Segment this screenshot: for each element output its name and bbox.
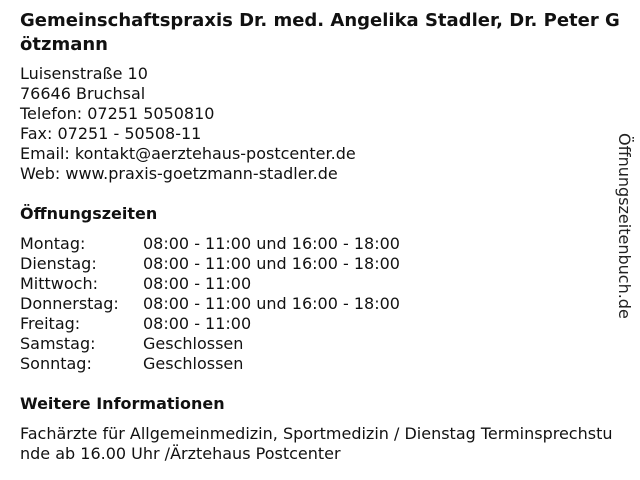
hours-time: Geschlossen <box>143 334 244 353</box>
website: Web: www.praxis-goetzmann-stadler.de <box>20 164 338 183</box>
hours-row <box>20 274 400 294</box>
watermark-text: Öffnungszeitenbuch.de <box>615 133 634 319</box>
practice-title: Gemeinschaftspraxis Dr. med. Angelika Stadler, Dr. Peter Götzmann <box>20 10 620 55</box>
hours-time: Geschlossen <box>143 354 244 373</box>
hours-time: 08:00 - 11:00 und 16:00 - 18:00 <box>143 234 400 253</box>
phone: Telefon: 07251 5050810 <box>20 104 215 123</box>
hours-day: Freitag: <box>20 314 81 333</box>
hours-row <box>20 294 400 314</box>
hours-time: 08:00 - 11:00 <box>143 314 252 333</box>
hours-row <box>20 234 400 254</box>
email: Email: kontakt@aerztehaus-postcenter.de <box>20 144 356 163</box>
street: Luisenstraße 10 <box>20 64 148 83</box>
opening-hours-table <box>20 234 400 374</box>
hours-row <box>20 334 400 354</box>
hours-heading: Öffnungszeiten <box>20 204 158 223</box>
fax: Fax: 07251 - 50508-11 <box>20 124 202 143</box>
hours-time: 08:00 - 11:00 <box>143 274 252 293</box>
city: 76646 Bruchsal <box>20 84 146 103</box>
hours-row <box>20 354 400 374</box>
info-heading: Weitere Informationen <box>20 394 225 413</box>
hours-day: Samstag: <box>20 334 96 353</box>
hours-time: 08:00 - 11:00 und 16:00 - 18:00 <box>143 254 400 273</box>
hours-day: Dienstag: <box>20 254 97 273</box>
contact-block <box>20 64 356 184</box>
info-text: Fachärzte für Allgemeinmedizin, Sportmedizin / Dienstag Terminsprechstunde ab 16.00 Uhr /Ärztehaus Postcenter <box>20 424 613 463</box>
hours-row <box>20 254 400 274</box>
hours-day: Montag: <box>20 234 86 253</box>
hours-day: Mittwoch: <box>20 274 98 293</box>
hours-row <box>20 314 400 334</box>
hours-day: Sonntag: <box>20 354 92 373</box>
hours-day: Donnerstag: <box>20 294 119 313</box>
hours-time: 08:00 - 11:00 und 16:00 - 18:00 <box>143 294 400 313</box>
